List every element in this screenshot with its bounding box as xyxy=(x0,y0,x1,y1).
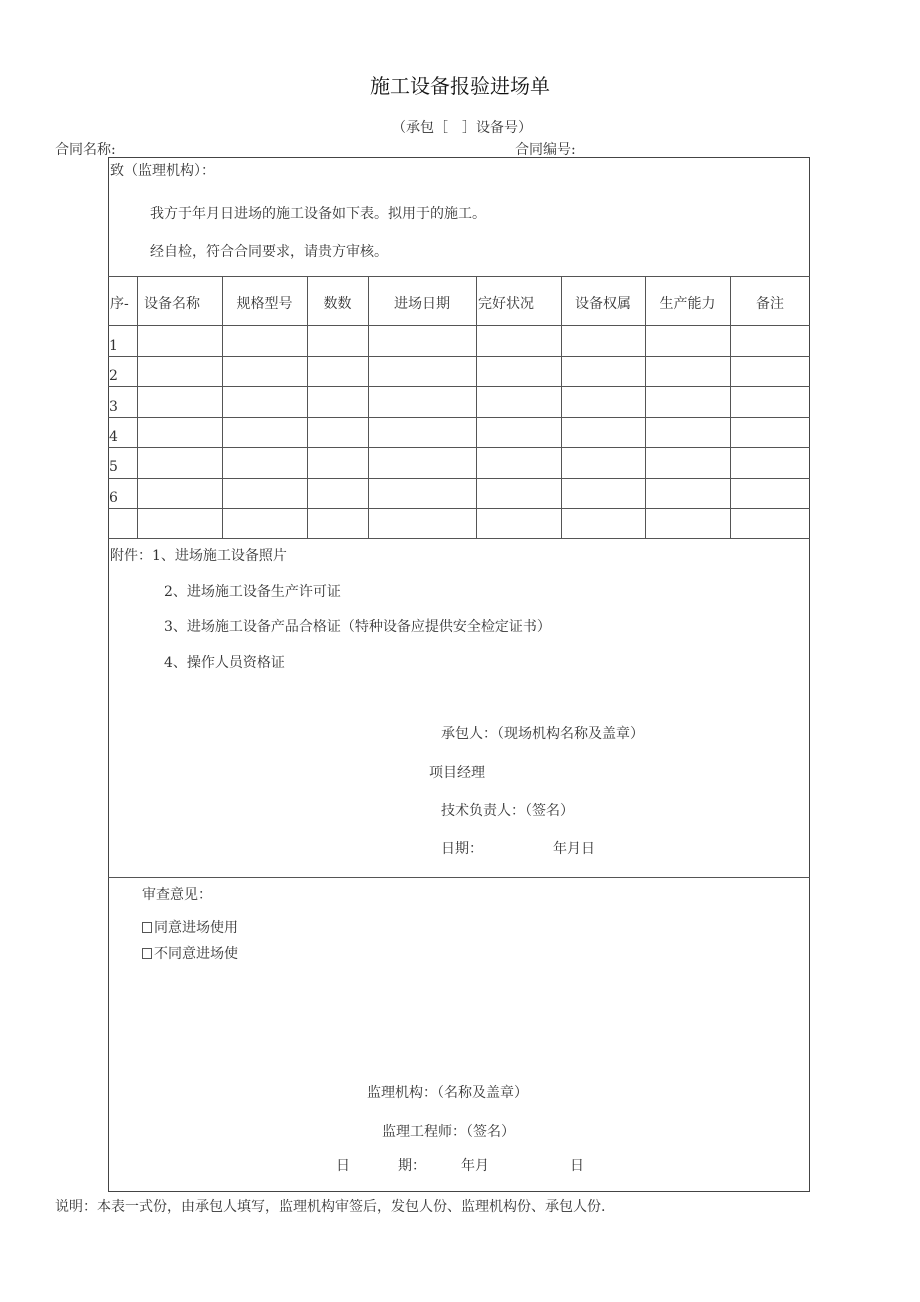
option-agree[interactable] xyxy=(142,917,238,937)
column-divider xyxy=(561,276,562,538)
column-header-seq: 序- xyxy=(110,296,129,312)
row-divider xyxy=(108,356,810,357)
contract-name-label: 合同名称: xyxy=(55,142,116,158)
review-label: 审查意见： xyxy=(142,887,212,903)
addressee-label: 致（监理机构）： xyxy=(110,163,215,179)
review-date-year-month: 年月 xyxy=(461,1158,489,1174)
column-header-condition: 完好状况 xyxy=(478,296,534,312)
supervisor-org-label: 监理机构：（名称及盖章） xyxy=(367,1085,528,1101)
table-row-number: 2 xyxy=(109,368,118,384)
attachments-prefix: 附件： xyxy=(110,548,152,564)
column-header-capacity: 生产能力 xyxy=(659,296,716,312)
contractor-date-label: 日期： xyxy=(441,841,483,857)
checkbox-icon xyxy=(142,948,152,959)
row-divider xyxy=(108,417,810,418)
column-divider xyxy=(730,276,731,538)
row-divider xyxy=(108,447,810,448)
table-row-number: 6 xyxy=(109,490,118,506)
column-divider xyxy=(137,276,138,538)
intro-line-2: 经自检，符合合同要求，请贵方审核。 xyxy=(150,244,388,260)
review-date-day: 日 xyxy=(570,1158,584,1174)
option-disagree-label: 不同意进场使 xyxy=(154,946,238,962)
review-section-divider xyxy=(108,877,810,878)
row-divider xyxy=(108,478,810,479)
review-date-ri: 日 xyxy=(336,1158,350,1174)
column-divider xyxy=(368,276,369,538)
table-header-bottom xyxy=(108,325,810,326)
table-row-number: 3 xyxy=(109,399,118,415)
column-divider xyxy=(476,276,477,538)
table-row-number: 1 xyxy=(109,338,118,354)
column-header-device-name: 设备名称 xyxy=(144,296,200,312)
table-row-number: 4 xyxy=(109,429,118,445)
footer-note: 说明：本表一式份，由承包人填写，监理机构审签后，发包人份、监理机构份、承包人份. xyxy=(55,1199,606,1215)
supervisor-engineer-label: 监理工程师：（签名） xyxy=(382,1124,515,1140)
column-divider xyxy=(645,276,646,538)
column-header-ownership: 设备权属 xyxy=(575,296,631,312)
checkbox-icon xyxy=(142,922,152,933)
attachment-item: 1、进场施工设备照片 xyxy=(152,548,287,564)
table-bottom-border xyxy=(108,538,810,539)
attachment-item: 2、进场施工设备生产许可证 xyxy=(164,584,341,600)
contract-number-label: 合同编号: xyxy=(515,142,576,158)
page-title: 施工设备报验进场单 xyxy=(370,74,550,98)
column-header-quantity: 数数 xyxy=(323,296,352,312)
column-divider xyxy=(222,276,223,538)
column-divider xyxy=(307,276,308,538)
table-top-border xyxy=(108,276,810,277)
contractor-label: 承包人：（现场机构名称及盖章） xyxy=(441,726,644,742)
option-disagree[interactable] xyxy=(142,943,238,963)
attachment-item: 3、进场施工设备产品合格证（特种设备应提供安全检定证书） xyxy=(164,619,551,635)
attachments-label xyxy=(110,545,287,565)
intro-line-1: 我方于年月日进场的施工设备如下表。拟用于的施工。 xyxy=(150,206,486,222)
project-manager-label: 项目经理 xyxy=(429,765,485,781)
tech-lead-label: 技术负责人：（签名） xyxy=(441,803,574,819)
column-header-entry-date: 进场日期 xyxy=(394,296,450,312)
form-subtitle: （承包［ ］设备号） xyxy=(392,120,532,136)
column-header-remarks: 备注 xyxy=(756,296,784,312)
review-date-qi: 期： xyxy=(398,1158,426,1174)
row-divider xyxy=(108,386,810,387)
attachment-item: 4、操作人员资格证 xyxy=(164,655,285,671)
row-divider xyxy=(108,508,810,509)
table-row-number: 5 xyxy=(109,459,118,475)
contractor-date-value: 年月日 xyxy=(553,841,595,857)
column-header-model: 规格型号 xyxy=(236,296,293,312)
option-agree-label: 同意进场使用 xyxy=(154,920,238,936)
